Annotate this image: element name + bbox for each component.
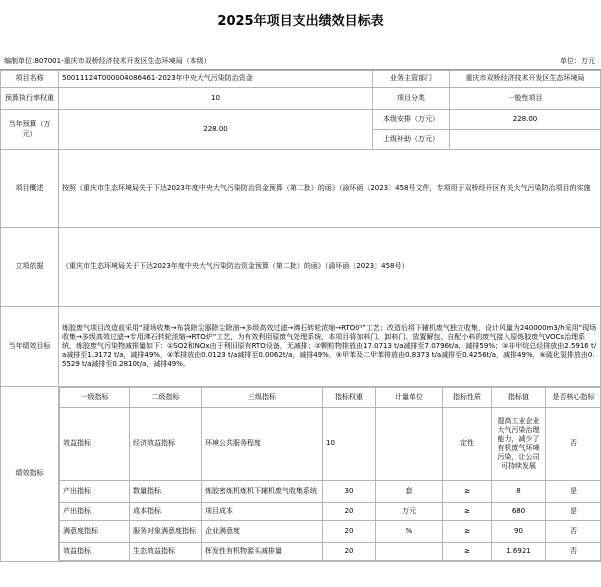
currency-unit: 单位：万元 (560, 57, 595, 65)
indicators-header-row (60, 388, 601, 408)
table-cell: 是 (546, 481, 601, 503)
table-cell: 1.6921 (492, 543, 546, 561)
header-cell: 指标权重 (323, 388, 376, 408)
table-row (60, 543, 601, 561)
project-name-label: 项目名称 (1, 71, 59, 88)
table-cell: 环境公共服务程度 (202, 408, 323, 481)
table-cell: 提高工业企业大气污染治理能力，减少了有机废气环境污染，让公司可持续发展 (492, 408, 546, 481)
table-cell: 套 (376, 481, 443, 503)
category-label: 项目分类 (373, 88, 450, 110)
weight-value: 10 (59, 88, 373, 110)
unit-value: 807001-重庆市双桥经济技术开发区生态环境局（本级） (34, 57, 211, 65)
table-cell: 30 (323, 481, 376, 503)
table-cell: 20 (323, 543, 376, 561)
goal-text: 炼胶废气项目改造前采用“现场收集→布袋除尘器除尘除油→多级高效过滤→沸石转轮浓缩→RTO炉”工艺；改造后将下辅机废气独立收集，设计风量为240000m3/h采用“现场收集→多级高效过滤→专用沸石转轮浓缩→RTO炉”工艺，为有效利用原废气处理系统，本项目将加料门、卸料门、放置解包、自配小料的废气接入原炼胶废气VOCs治理系统，炼胶废气污染物减排量如下：①SO2和NOx由于利旧原有RTO设备，无减排；②颗粒物排放由17.0713 t/a减排至7.0796t/a，减排59%；③非甲烷总烃排放由2.5916 t/a减排至1.3172 t/a，减排49%，④苯排放由0.0123 t/a减排至0.0062t/a，减排49%，⑤甲苯及二甲苯排放由0.8373 t/a减排至0.4256t/a，减排49%，⑥硫化氢排放由0.5529 t/a减排至0.2810t/a，减排49%。 (59, 307, 601, 387)
table-cell: ≥ (443, 521, 492, 543)
budget-label: 当年预算（万元） (1, 110, 59, 150)
unit-label: 编制单位: (4, 57, 35, 65)
budget-value: 228.00 (59, 110, 373, 150)
basis-text: 《重庆市生态环境局关于下达2023年度中央大气污染防治资金预算（第二批）的函》（渝环函〔2023〕458号） (59, 228, 601, 307)
table-cell: 否 (546, 408, 601, 481)
table-cell: 10 (323, 408, 376, 481)
table-row (60, 521, 601, 543)
basis-label: 立项依据 (1, 228, 59, 307)
header-cell: 指标值 (492, 388, 546, 408)
header-cell: 一级指标 (60, 388, 130, 408)
overview-text: 按照《重庆市生态环境局关于下达2023年度中央大气污染防治资金预算（第二批）的函》（渝环函〔2023〕458号文件，专项用于双桥经开区有关大气污染防治项目的实施 (59, 150, 601, 228)
table-cell: 满意度指标 (60, 521, 130, 543)
table-cell: 项目成本 (202, 503, 323, 521)
table-cell: 生态效益指标 (130, 543, 202, 561)
table-cell: 服务对象满意度指标 (130, 521, 202, 543)
header-cell: 是否核心指标 (546, 388, 601, 408)
table-cell: 90 (492, 521, 546, 543)
table-cell: 否 (546, 543, 601, 561)
table-cell: 炼胶密炼机炼机下辅机废气收集系统 (202, 481, 323, 503)
table-cell: % (376, 521, 443, 543)
overview-label: 项目概述 (1, 150, 59, 228)
table-row (60, 481, 601, 503)
table-cell (376, 408, 443, 481)
table-cell: ≥ (443, 503, 492, 521)
table-cell: 成本指标 (130, 503, 202, 521)
table-cell: 产出指标 (60, 503, 130, 521)
table-cell: ≥ (443, 481, 492, 503)
table-cell: 定性 (443, 408, 492, 481)
table-cell: 经济效益指标 (130, 408, 202, 481)
table-cell: 20 (323, 503, 376, 521)
table-cell: 挥发性有机物源头减排量 (202, 543, 323, 561)
page-title: 2025年项目支出绩效目标表 (217, 14, 384, 29)
table-cell (376, 543, 443, 561)
superior-label: 上级补助（万元） (373, 130, 450, 150)
unit-line (4, 56, 211, 66)
indicators-cell (59, 387, 601, 562)
table-cell: 数量指标 (130, 481, 202, 503)
table-row (60, 408, 601, 481)
table-cell: 万元 (376, 503, 443, 521)
dept-value: 重庆市双桥经济技术开发区生态环境局 (450, 71, 601, 88)
table-cell: 企业满意度 (202, 521, 323, 543)
indicators-label: 绩效指标 (1, 387, 59, 562)
table-cell: 680 (492, 503, 546, 521)
project-name: 50011124T000004086461-2023年中央大气污染防治资金 (59, 71, 373, 88)
header-cell: 指标性质 (443, 388, 492, 408)
main-table (0, 70, 601, 562)
goal-label: 当年绩效目标 (1, 307, 59, 387)
table-cell: 否 (546, 521, 601, 543)
level-value: 228.00 (450, 110, 601, 130)
level-label: 本级安排（万元） (373, 110, 450, 130)
header-cell: 三级指标 (202, 388, 323, 408)
weight-label: 预算执行率权重 (1, 88, 59, 110)
indicators-table (59, 387, 601, 561)
table-cell: ≥ (443, 543, 492, 561)
category-value: 一般性项目 (450, 88, 601, 110)
table-cell: 20 (323, 521, 376, 543)
table-cell: 效益指标 (60, 408, 130, 481)
table-cell: 8 (492, 481, 546, 503)
table-row (60, 503, 601, 521)
superior-value (450, 130, 601, 150)
header-cell: 计量单位 (376, 388, 443, 408)
table-cell: 产出指标 (60, 481, 130, 503)
table-cell: 是 (546, 503, 601, 521)
header-cell: 二级指标 (130, 388, 202, 408)
dept-label: 业务主管部门 (373, 71, 450, 88)
header-bar (0, 53, 601, 70)
table-cell: 效益指标 (60, 543, 130, 561)
